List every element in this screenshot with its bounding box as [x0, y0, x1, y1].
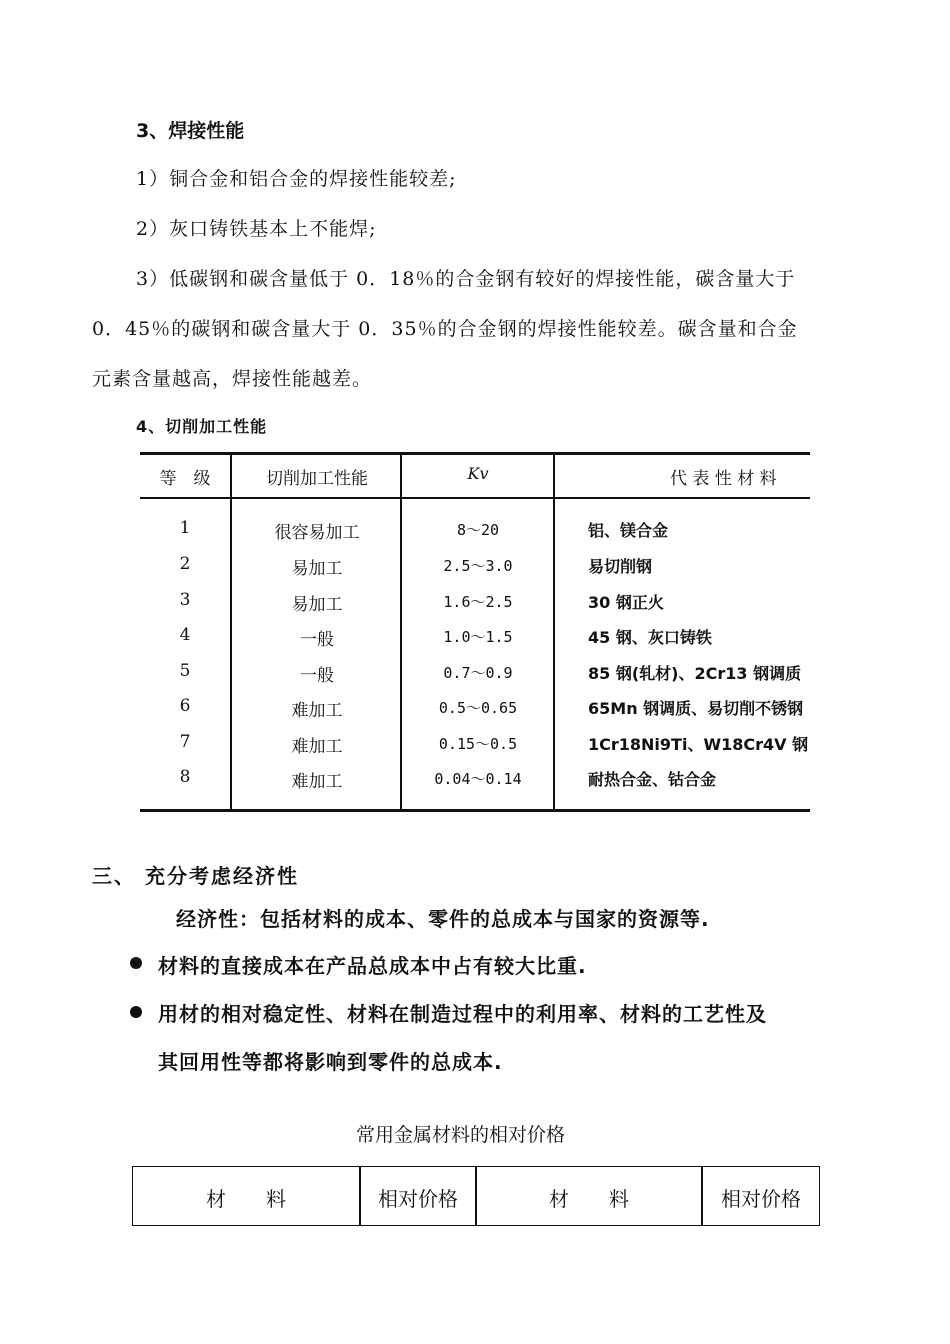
economy-bullet-1: 材料的直接成本在产品总成本中占有较大比重.	[158, 954, 587, 978]
table-top-rule	[140, 452, 810, 455]
kv-cell: 0.15～0.5	[438, 735, 518, 753]
price-header-relative-price: 相对价格	[378, 1187, 458, 1211]
machinability-cell: 很容易加工	[274, 523, 360, 543]
economy-intro: 经济性：包括材料的成本、零件的总成本与国家的资源等.	[176, 907, 710, 931]
material-cell: 30 钢正火	[588, 593, 664, 612]
economy-heading: 三、 充分考虑经济性	[92, 864, 299, 888]
economy-bullet-2-line2: 其回用性等都将影响到零件的总成本.	[158, 1050, 503, 1074]
price-table	[132, 1166, 820, 1226]
machinability-cell: 易加工	[291, 559, 343, 579]
welding-item-1: 1）铜合金和铝合金的焊接性能较差;	[136, 168, 457, 190]
material-cell: 45 钢、灰口铸铁	[588, 628, 712, 647]
bullet-dot-icon	[130, 1006, 142, 1018]
grade-cell: 3	[179, 590, 191, 610]
machinability-table	[140, 452, 810, 812]
machinability-cell: 易加工	[291, 595, 343, 615]
header-grade: 等 级	[159, 469, 211, 489]
welding-item-3-line3: 元素含量越高，焊接性能越差。	[92, 368, 373, 390]
machinability-cell: 一般	[300, 666, 334, 686]
table-bottom-rule	[140, 809, 810, 812]
kv-cell: 0.04～0.14	[434, 770, 522, 788]
machinability-cell: 难加工	[291, 701, 343, 721]
kv-cell: 1.0～1.5	[443, 628, 513, 646]
kv-cell: 2.5～3.0	[443, 557, 513, 575]
grade-cell: 8	[179, 767, 191, 787]
grade-cell: 1	[179, 518, 191, 538]
kv-cell: 0.5～0.65	[438, 699, 518, 717]
economy-bullet-2-line1: 用材的相对稳定性、材料在制造过程中的利用率、材料的工艺性及	[158, 1002, 767, 1026]
price-header-relative-price: 相对价格	[721, 1187, 801, 1211]
welding-item-3-line1: 3）低碳钢和碳含量低于 0．18％的合金钢有较好的焊接性能，碳含量大于	[136, 268, 796, 290]
kv-cell: 1.6～2.5	[443, 593, 513, 611]
price-header-material: 材 料	[206, 1187, 286, 1211]
grade-cell: 2	[179, 554, 191, 574]
machinability-cell: 难加工	[291, 737, 343, 757]
material-cell: 65Mn 钢调质、易切削不锈钢	[588, 699, 804, 718]
material-cell: 易切削钢	[588, 557, 653, 576]
bullet-dot-icon	[130, 957, 142, 969]
material-cell: 85 钢(轧材)、2Cr13 钢调质	[588, 664, 802, 683]
grade-cell: 6	[179, 696, 191, 716]
material-cell: 铝、镁合金	[588, 521, 669, 540]
kv-cell: 8～20	[456, 521, 500, 539]
grade-cell: 4	[179, 625, 191, 645]
header-materials: 代 表 性 材 料	[670, 469, 777, 489]
machinability-cell: 一般	[300, 630, 334, 650]
machinability-cell: 难加工	[291, 772, 343, 792]
material-cell: 耐热合金、钴合金	[588, 770, 717, 789]
welding-heading: 3、焊接性能	[136, 120, 245, 142]
machining-heading: 4、切削加工性能	[136, 417, 268, 436]
material-cell: 1Cr18Ni9Ti、W18Cr4V 钢	[588, 735, 809, 754]
table-header-rule	[140, 497, 810, 499]
grade-cell: 7	[179, 732, 191, 752]
price-table-caption: 常用金属材料的相对价格	[356, 1124, 566, 1146]
header-kv: Kv	[467, 464, 489, 483]
welding-item-2: 2）灰口铸铁基本上不能焊;	[136, 218, 377, 240]
grade-cell: 5	[179, 661, 191, 681]
price-header-material: 材 料	[549, 1187, 629, 1211]
header-machinability: 切削加工性能	[266, 469, 368, 489]
welding-item-3-line2: 0．45％的碳钢和碳含量大于 0．35％的合金钢的焊接性能较差。碳含量和合金	[92, 318, 798, 340]
kv-cell: 0.7～0.9	[443, 664, 513, 682]
